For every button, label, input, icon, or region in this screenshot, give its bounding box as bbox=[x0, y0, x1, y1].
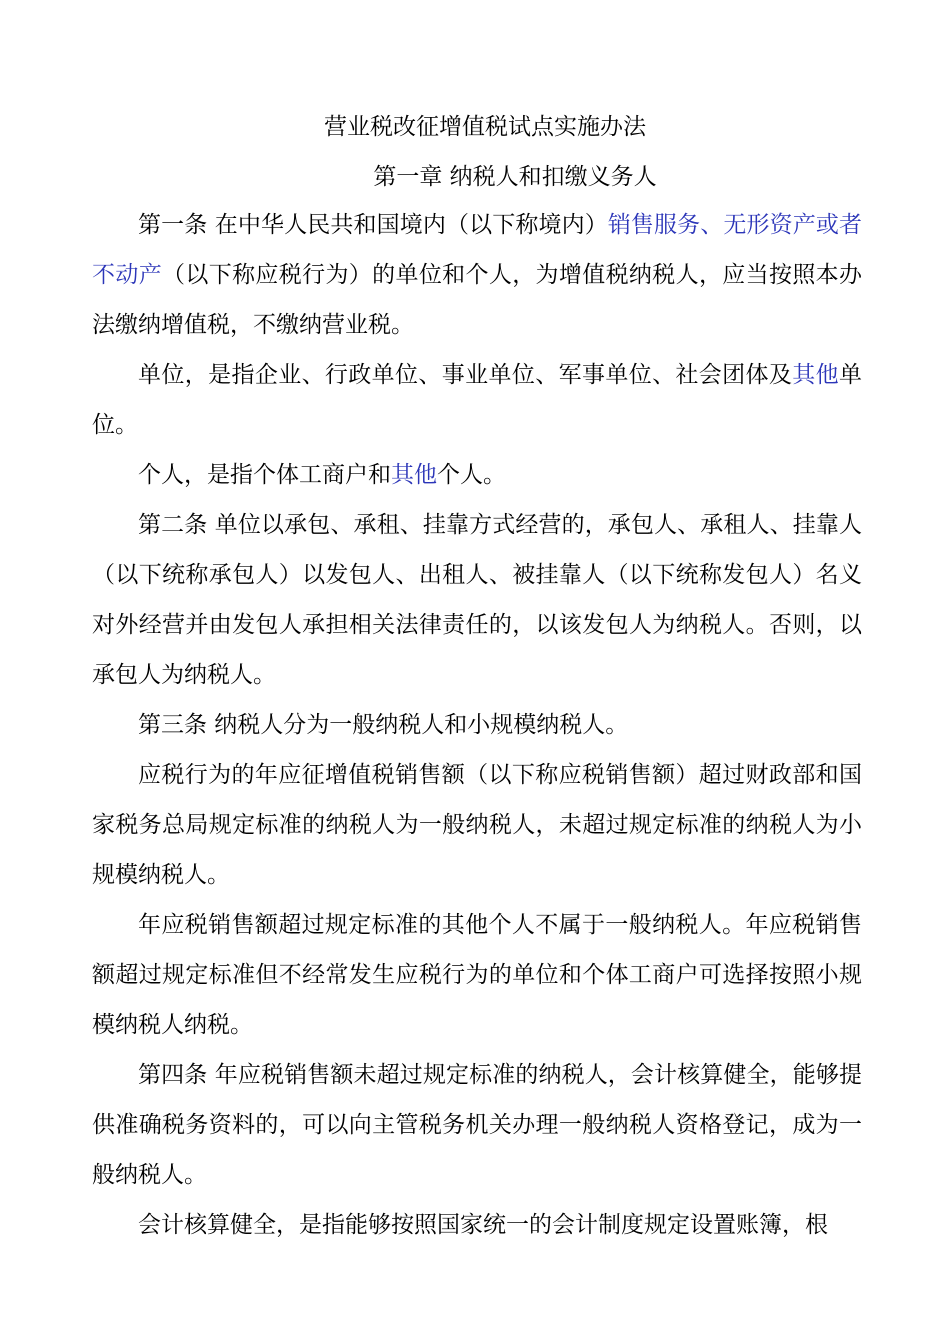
article-1-text-b: （以下称应税行为）的单位和个人，为增值税纳税人，应当按照本办法缴纳增值税，不缴纳营业税。 bbox=[92, 262, 862, 338]
article-1-text-a: 第一条 在中华人民共和国境内（以下称境内） bbox=[138, 212, 608, 238]
document-title: 营业税改征增值税试点实施办法 bbox=[324, 114, 646, 140]
unit-definition-text-a: 单位，是指企业、行政单位、事业单位、军事单位、社会团体及 bbox=[138, 362, 793, 388]
individual-definition-text-b: 个人。 bbox=[437, 462, 506, 488]
article-1-paragraph bbox=[92, 200, 862, 350]
chapter-title: 第一章 纳税人和扣缴义务人 bbox=[373, 164, 657, 190]
individual-definition-paragraph bbox=[92, 450, 862, 500]
unit-definition-text-b: 单位。 bbox=[92, 362, 863, 438]
article-4-paragraph: 第四条 年应税销售额未超过规定标准的纳税人，会计核算健全，能够提供准确税务资料的，可以向主管税务机关办理一般纳税人资格登记，成为一般纳税人。 bbox=[92, 1062, 862, 1188]
accounting-definition-paragraph: 会计核算健全，是指能够按照国家统一的会计制度规定设置账簿，根 bbox=[138, 1212, 828, 1238]
article-2-paragraph: 第二条 单位以承包、承租、挂靠方式经营的，承包人、承租人、挂靠人（以下统称承包人）以发包人、出租人、被挂靠人（以下统称发包人）名义对外经营并由发包人承担相关法律责任的，以该发包人为纳税人。否则，以承包人为纳税人。 bbox=[92, 512, 862, 688]
taxable-sales-paragraph: 应税行为的年应征增值税销售额（以下称应税销售额）超过财政部和国家税务总局规定标准的纳税人为一般纳税人，未超过规定标准的纳税人为小规模纳税人。 bbox=[92, 762, 862, 888]
small-scale-option-paragraph: 年应税销售额超过规定标准的其他个人不属于一般纳税人。年应税销售额超过规定标准但不经常发生应税行为的单位和个体工商户可选择按照小规模纳税人纳税。 bbox=[92, 912, 862, 1038]
individual-definition-link[interactable]: 其他 bbox=[391, 462, 437, 488]
individual-definition-text-a: 个人，是指个体工商户和 bbox=[138, 462, 391, 488]
unit-definition-paragraph bbox=[92, 350, 862, 450]
article-3-paragraph: 第三条 纳税人分为一般纳税人和小规模纳税人。 bbox=[138, 712, 629, 738]
unit-definition-link[interactable]: 其他 bbox=[792, 362, 840, 388]
article-1-link[interactable]: 销售服务、无形资产或者不动产 bbox=[92, 212, 863, 288]
